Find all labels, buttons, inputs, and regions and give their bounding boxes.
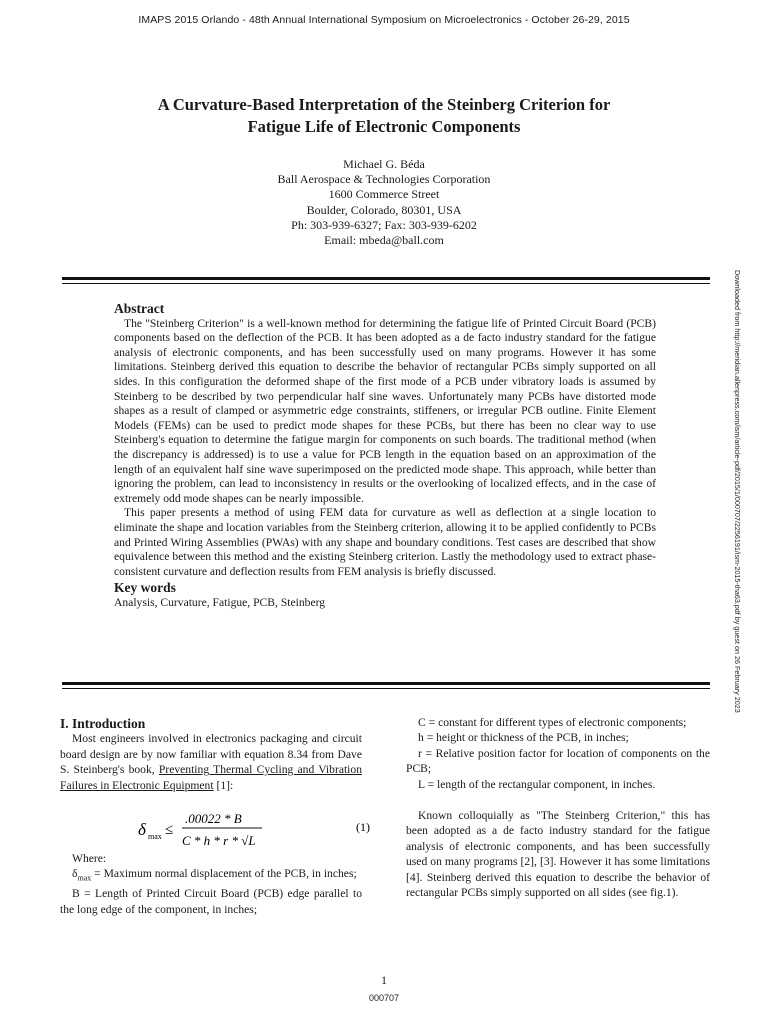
def-c: C = constant for different types of electronic components;	[418, 716, 687, 729]
def-h: h = height or thickness of the PCB, in inches;	[418, 731, 629, 745]
def-delta-subscript: max	[77, 873, 92, 883]
book-title: Preventing Thermal Cycling and Vibration Failures in Electronic Equipment	[60, 763, 362, 792]
def-r: r = Relative position factor for location of components on the PCB;	[406, 746, 710, 776]
eq-numerator: .00022 * B	[185, 811, 242, 826]
intro-text-before: Most engineers involved in electronics packaging and circuit board design are by now familiar with equation 8.34 from Dave S. Steinberg's book,	[60, 732, 362, 777]
eq-lhs-sub: max	[148, 832, 162, 841]
def-l: L = length of the rectangular component, in inches.	[418, 777, 656, 791]
bottom-rule-thin	[62, 688, 710, 689]
top-rule-thin	[62, 283, 710, 284]
page-number: 1	[381, 973, 387, 987]
eq-number: (1)	[356, 820, 370, 834]
def-b: B = Length of Printed Circuit Board (PCB) edge parallel to the long edge of the component, in inches;	[60, 887, 362, 916]
author-name: Michael G. Béda	[343, 157, 425, 171]
eq-relation: ≤	[165, 822, 174, 838]
abstract-paragraph-1: The "Steinberg Criterion" is a well-known method for determining the fatigue life of Printed Circuit Board (PCB) components based on the deflection of the PCB. It has been adopted as a de facto industry standard for the fatigue analysis of electronic components, and has been successfully used on many programs. However it has some limitations. Steinberg derived this equation to describe the behavior of rectangular PCBs simply supported on all sides. In this configuration the deformed shape of the first mode of a PCB under vibratory loads is assumed by Steinberg to be described by two perpendicular half sine waves. Unfortunately many PCBs have distorted mode shapes as a result of clamped or asymmetric edge constraints, stiffeners, or irregular PCB outline. Finite Element Models (FEMs) can be used to predict mode shapes for these PCBs, but there has been no clear way to use Steinberg's equation to determine the fatigue margin for components on such boards. The traditional method (when the discrepancy is addressed) is to use a value for PCB length in the equation based on an approximation of the length of an equivalent half sine wave superimposed on the predicted mode shape. This approach, while better than ignoring the problem, can lead to inconsistency in results or the overlooking of localized effects, and in the case of extremely odd mode shapes can be nearly impossible.	[114, 316, 656, 505]
where-label: Where:	[72, 852, 107, 865]
left-column-defs	[60, 851, 362, 917]
author-affiliation: Ball Aerospace & Technologies Corporation	[277, 172, 491, 187]
author-phone: Ph: 303-939-6327; Fax: 303-939-6202	[291, 217, 477, 232]
author-city: Boulder, Colorado, 80301, USA	[306, 202, 462, 217]
steinberg-equation	[138, 806, 378, 854]
author-email: Email: mbeda@ball.com	[324, 233, 444, 248]
paper-title	[80, 94, 688, 138]
author-street: 1600 Commerce Street	[328, 187, 440, 202]
def-delta-symbol: δ	[72, 867, 78, 881]
keywords-heading: Key words	[114, 580, 176, 596]
author-block	[0, 157, 768, 248]
abstract-section	[114, 302, 656, 610]
steinberg-paragraph: Known colloquially as "The Steinberg Criterion," this has been adopted as a de facto industry standard for the fatigue analysis of electronic components, and has been successfully used on many programs [2], [3]. However it has some limitations [4]. Steinberg derived this equation to describe the behavior of rectangular PCBs simply supported on all sides (see fig.1).	[406, 809, 710, 900]
right-column	[406, 715, 710, 900]
def-delta-text: = Maximum normal displacement of the PCB, in inches;	[91, 867, 357, 881]
intro-heading: I. Introduction	[60, 716, 146, 731]
keywords-text: Analysis, Curvature, Fatigue, PCB, Steinberg	[114, 595, 326, 609]
conference-header: IMAPS 2015 Orlando - 48th Annual International Symposium on Microelectronics - October 26-29, 2015	[138, 14, 630, 26]
top-rule-thick	[62, 277, 710, 280]
intro-text-after: [1]:	[213, 778, 234, 792]
abstract-paragraph-2: This paper presents a method of using FEM data for curvature as well as deflection at a single location to eliminate the shape and location variables from the Steinberg criterion, allowing it to be applied confidently to PCBs and Printed Wiring Assemblies (PWAs) with any shape and boundary conditions. Test cases are described that show equivalence between this method and the existing Steinberg criterion. Lastly the methodology used to extract phase-consistent curvature and deflection results from FEM analysis is briefly discussed.	[114, 506, 656, 578]
bottom-rule-thick	[62, 682, 710, 685]
eq-denominator: C * h * r * √L	[182, 833, 256, 848]
intro-paragraph	[60, 731, 362, 793]
left-column	[60, 716, 362, 793]
abstract-heading: Abstract	[114, 301, 165, 316]
def-delta	[60, 866, 362, 886]
title-line-2: Fatigue Life of Electronic Components	[247, 117, 521, 136]
download-note: Downloaded from http://meridian.allenpress.com/ism/article-pdf/2015/1/000707/2256191/ism-2015-tha63.pdf by guest on 26 February 2023	[733, 270, 742, 713]
title-line-1: A Curvature-Based Interpretation of the Steinberg Criterion for	[157, 95, 611, 114]
eq-lhs: δ	[138, 820, 146, 839]
page-code: 000707	[368, 993, 400, 1003]
